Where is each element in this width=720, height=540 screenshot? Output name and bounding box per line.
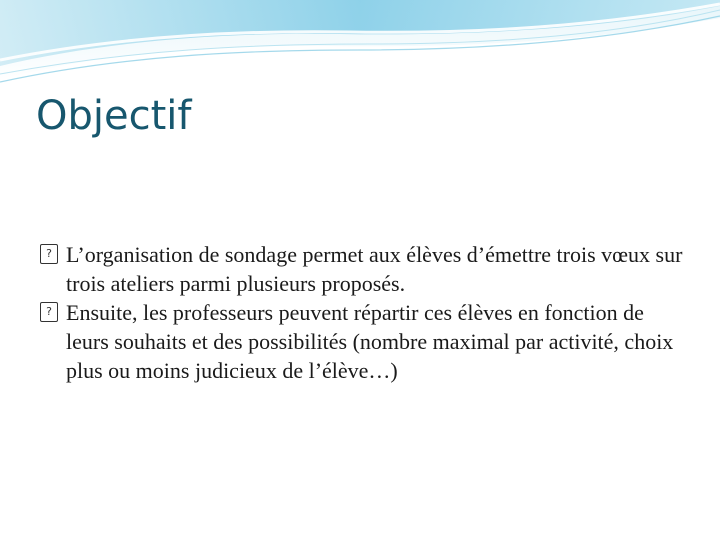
bullet-item-1 (40, 240, 690, 298)
bullet-item-2 (40, 298, 690, 385)
bullet-text-1: L’organisation de sondage permet aux élèves d’émettre trois vœux sur trois ateliers parmi plusieurs proposés. (66, 242, 683, 296)
bullet-list (40, 240, 690, 385)
missing-glyph-bullet-icon: ? (40, 302, 58, 322)
bullet-text-2: Ensuite, les professeurs peuvent répartir ces élèves en fonction de leurs souhaits et des possibilités (nombre maximal par activité, choix plus ou moins judicieux de l’élève…) (66, 300, 674, 383)
missing-glyph-bullet-icon: ? (40, 244, 58, 264)
slide-title: Objectif (36, 93, 192, 139)
decorative-wave-header (0, 0, 720, 90)
